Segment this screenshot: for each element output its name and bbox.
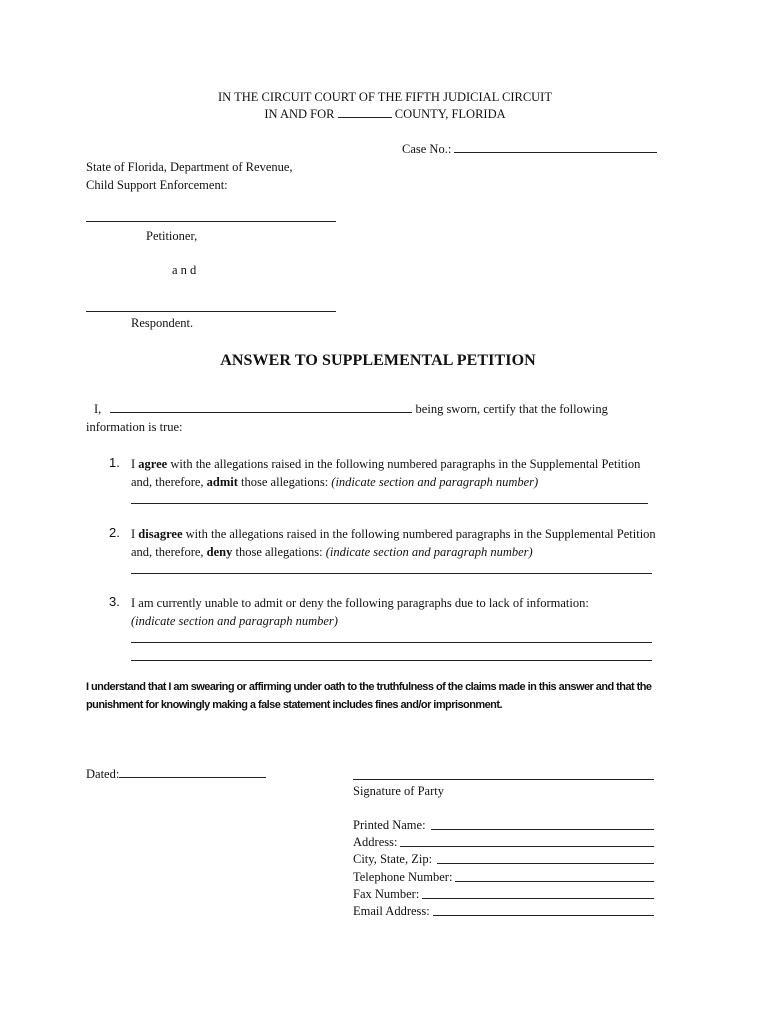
item-2-line2-bold: deny: [206, 545, 233, 559]
item-2-number: 2.: [109, 525, 120, 540]
item-3-line-2: (indicate section and paragraph number): [131, 614, 338, 628]
county-blank[interactable]: [338, 117, 392, 118]
address-label: Address:: [353, 835, 398, 849]
item-1-pre: I: [131, 457, 136, 471]
item-2-answer-line[interactable]: [131, 573, 652, 574]
printed-name-label: Printed Name:: [353, 818, 426, 832]
signature-label: Signature of Party: [353, 784, 444, 798]
telephone-field: [353, 870, 654, 885]
item-1-line2-bold: admit: [206, 475, 238, 489]
city-state-zip-field: [353, 852, 654, 867]
item-1-number: 1.: [109, 455, 120, 470]
dated-label: Dated:: [86, 767, 120, 781]
petitioner-label: Petitioner,: [146, 229, 198, 243]
item-2-line2-mid: those allegations:: [235, 545, 323, 559]
item-1-line2-pre: and, therefore,: [131, 475, 204, 489]
email-label: Email Address:: [353, 904, 430, 918]
case-no-label: Case No.:: [402, 142, 452, 156]
fax-blank[interactable]: [422, 887, 654, 899]
item-1-line2-italic: (indicate section and paragraph number): [331, 475, 539, 489]
document-title: ANSWER TO SUPPLEMENTAL PETITION: [220, 352, 536, 369]
item-3-number: 3.: [109, 594, 120, 609]
item-3-answer-line-1[interactable]: [131, 642, 652, 643]
oath-line-1: I understand that I am swearing or affirming under oath to the truthfulness of the claims made in this answer and that the: [86, 681, 652, 693]
respondent-blank[interactable]: [86, 311, 336, 312]
case-no-blank[interactable]: [454, 152, 657, 153]
fax-field: [353, 887, 654, 902]
city-state-zip-blank[interactable]: [437, 852, 654, 864]
email-blank[interactable]: [433, 904, 654, 916]
respondent-label: Respondent.: [131, 316, 194, 330]
dated-blank[interactable]: [119, 777, 266, 778]
telephone-label: Telephone Number:: [353, 870, 453, 884]
name-blank[interactable]: [110, 412, 412, 413]
item-1-line-2: [131, 473, 538, 491]
item-2-line2-pre: and, therefore,: [131, 545, 204, 559]
city-state-zip-label: City, State, Zip:: [353, 852, 433, 866]
court-heading: [0, 90, 770, 105]
oath-line-2: punishment for knowingly making a false statement includes fines and/or imprisonment.: [86, 699, 502, 711]
item-2-line2-italic: (indicate section and paragraph number): [325, 545, 533, 559]
signature-line[interactable]: [353, 779, 654, 780]
item-2-rest: with the allegations raised in the following numbered paragraphs in the Supplemental Petition: [185, 527, 656, 541]
item-2-line-1: [131, 525, 656, 543]
petitioner-line-2: Child Support Enforcement:: [86, 178, 228, 192]
court-line-2-suffix: COUNTY, FLORIDA: [394, 107, 506, 121]
item-2-bold: disagree: [138, 527, 183, 541]
printed-name-blank[interactable]: [431, 818, 654, 830]
intro-prefix: I,: [94, 402, 102, 416]
item-2-line-2: [131, 543, 533, 561]
dated-field: [86, 767, 266, 782]
court-line-1: IN THE CIRCUIT COURT OF THE FIFTH JUDICIAL CIRCUIT: [218, 90, 552, 104]
case-number-field: [402, 142, 657, 157]
telephone-blank[interactable]: [455, 870, 654, 882]
address-field: [353, 835, 654, 850]
item-1-line-1: [131, 455, 640, 473]
address-blank[interactable]: [400, 835, 654, 847]
court-line-2-prefix: IN AND FOR: [264, 107, 335, 121]
fax-label: Fax Number:: [353, 887, 420, 901]
item-2-pre: I: [131, 527, 136, 541]
email-field: [353, 904, 654, 919]
intro-line-2: information is true:: [86, 420, 183, 434]
petitioner-blank[interactable]: [86, 221, 336, 222]
and-label: a n d: [172, 263, 197, 277]
item-1-answer-line[interactable]: [131, 503, 648, 504]
court-line-2: [0, 107, 770, 122]
item-3-answer-line-2[interactable]: [131, 660, 652, 661]
intro-suffix: being sworn, certify that the following: [415, 402, 608, 416]
item-1-rest: with the allegations raised in the following numbered paragraphs in the Supplemental Petition: [170, 457, 641, 471]
printed-name-field: [353, 818, 654, 833]
item-1-bold: agree: [138, 457, 168, 471]
intro-line-1: [94, 402, 608, 417]
item-3-line-1: I am currently unable to admit or deny the following paragraphs due to lack of information:: [131, 596, 589, 610]
item-1-line2-mid: those allegations:: [241, 475, 329, 489]
petitioner-line-1: State of Florida, Department of Revenue,: [86, 160, 293, 174]
